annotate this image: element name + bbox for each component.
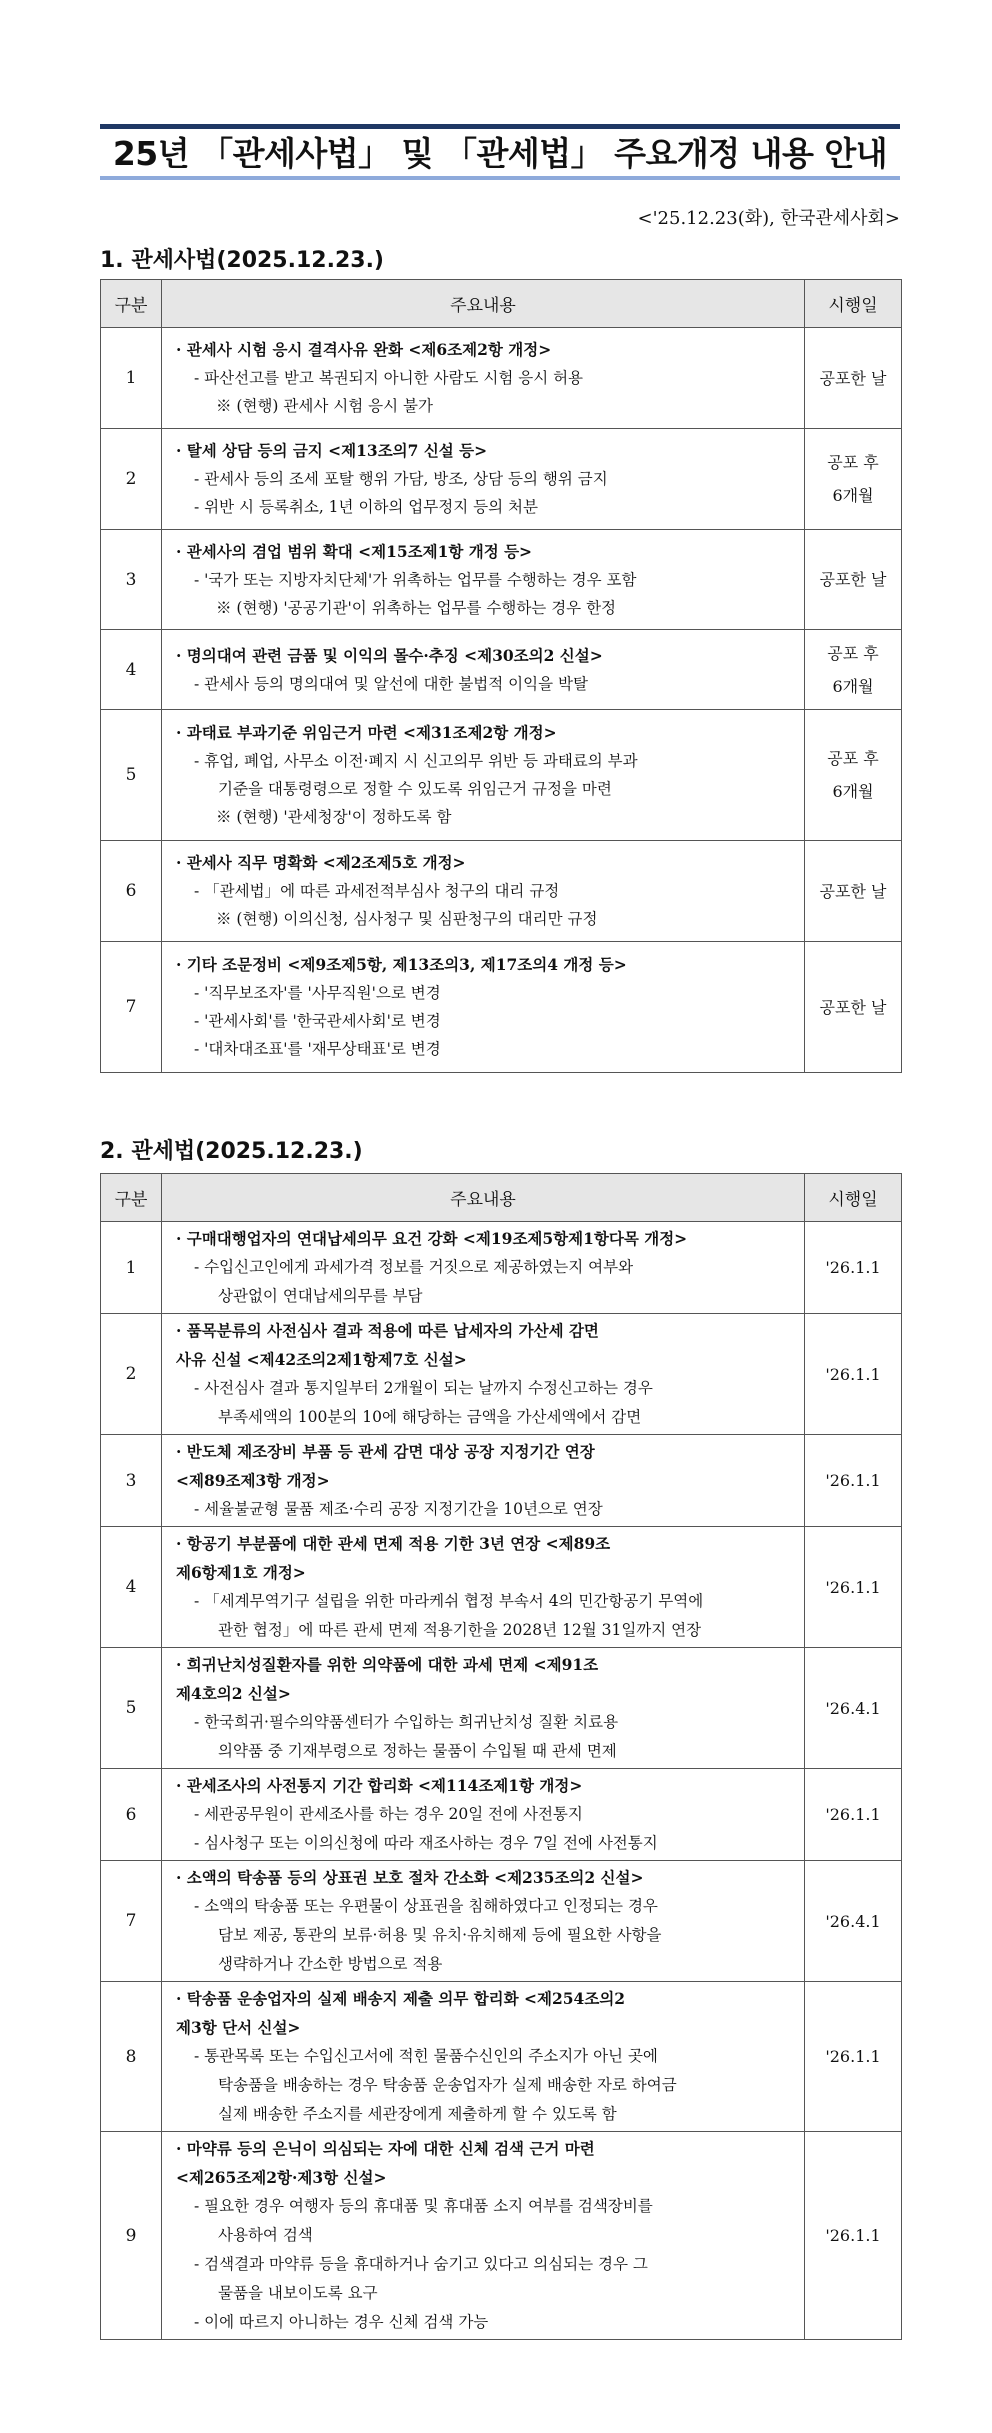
row-number: 2 xyxy=(101,429,162,530)
effective-date xyxy=(805,1314,902,1435)
title-bottom-rule xyxy=(100,176,900,180)
amendment-detail: - 관세사 등의 명의대여 및 알선에 대한 불법적 이익을 박탈 xyxy=(194,674,588,693)
row-number: 3 xyxy=(101,530,162,630)
effective-date xyxy=(805,942,902,1073)
amendment-detail: - '직무보조자'를 '사무직원'으로 변경 xyxy=(194,984,441,1002)
table-row xyxy=(101,710,902,841)
amendment-detail: - 관세사 등의 조세 포탈 행위 가담, 방조, 상담 등의 행위 금지 xyxy=(194,470,608,488)
amendment-detail: - '대차대조표'를 '재무상태표'로 변경 xyxy=(194,1040,441,1058)
amendment-detail: - 수입신고인에게 과세가격 정보를 거짓으로 제공하였는지 여부와 xyxy=(194,1258,634,1276)
amendment-title: 사유 신설 <제42조의2제1항제7호 신설> xyxy=(176,1350,467,1369)
page-title: 25년 「관세사법」 및 「관세법」 주요개정 내용 안내 xyxy=(112,134,888,173)
amendment-title: <제89조제3항 개정> xyxy=(176,1471,330,1490)
row-content xyxy=(162,328,805,429)
effective-date-line: '26.1.1 xyxy=(825,1805,881,1824)
amendment-title: · 반도체 제조장비 부품 등 관세 감면 대상 공장 지정기간 연장 xyxy=(176,1442,595,1461)
amendment-detail: - '국가 또는 지방자치단체'가 위촉하는 업무를 수행하는 경우 포함 xyxy=(194,570,637,589)
column-header-category: 구분 xyxy=(101,280,162,328)
amendment-title: · 기타 조문정비 <제9조제5항, 제13조의3, 제17조의4 개정 등> xyxy=(176,955,627,974)
amendment-title: · 관세조사의 사전통지 기간 합리화 <제114조제1항 개정> xyxy=(176,1776,583,1795)
row-content xyxy=(162,1527,805,1648)
row-content xyxy=(162,1769,805,1861)
column-header-effective-date: 시행일 xyxy=(805,1174,902,1222)
effective-date-line: '26.1.1 xyxy=(825,1577,881,1597)
amendment-detail: - 소액의 탁송품 또는 우편물이 상표권을 침해하였다고 인정되는 경우 xyxy=(194,1897,658,1915)
table-header-row xyxy=(101,1174,902,1222)
customs-broker-act-table xyxy=(100,279,902,1073)
amendment-detail: 담보 제공, 통관의 보류·허용 및 유치·유치해제 등에 필요한 사항을 xyxy=(218,1926,662,1944)
column-header-content: 주요내용 xyxy=(162,280,805,328)
date-line: <'25.12.23(화), 한국관세사회> xyxy=(637,208,900,229)
amendment-title: · 희귀난치성질환자를 위한 의약품에 대한 과세 면제 <제91조 xyxy=(176,1655,599,1674)
amendment-title: · 탁송품 운송업자의 실제 배송지 제출 의무 합리화 <제254조의2 xyxy=(176,1989,626,2008)
effective-date-line: 6개월 xyxy=(832,676,874,696)
amendment-title: · 관세사 시험 응시 결격사유 완화 <제6조제2항 개정> xyxy=(176,340,552,359)
effective-date-line: '26.1.1 xyxy=(825,1258,881,1277)
amendment-title: · 품목분류의 사전심사 결과 적용에 따른 납세자의 가산세 감면 xyxy=(176,1321,599,1340)
effective-date xyxy=(805,1861,902,1982)
amendment-title: · 관세사 직무 명확화 <제2조제5호 개정> xyxy=(176,853,466,872)
effective-date-line: 공포한 날 xyxy=(819,570,887,589)
effective-date-line: '26.4.1 xyxy=(825,1911,881,1931)
row-content xyxy=(162,1982,805,2132)
amendment-title: · 소액의 탁송품 등의 상표권 보호 절차 간소화 <제235조의2 신설> xyxy=(176,1868,644,1887)
amendment-detail: - 이에 따르지 아니하는 경우 신체 검색 가능 xyxy=(194,2313,489,2331)
amendment-detail: 탁송품을 배송하는 경우 탁송품 운송업자가 실제 배송한 자로 하여금 xyxy=(218,2076,677,2094)
table-row xyxy=(101,1435,902,1527)
row-content xyxy=(162,841,805,942)
amendment-detail: 관한 협정」에 따른 관세 면제 적용기한을 2028년 12월 31일까지 연장 xyxy=(218,1621,702,1639)
amendment-detail: 기준을 대통령령으로 정할 수 있도록 위임근거 규정을 마련 xyxy=(218,780,612,798)
row-number: 1 xyxy=(101,1222,162,1314)
amendment-detail: 부족세액의 100분의 10에 해당하는 금액을 가산세액에서 감면 xyxy=(218,1408,642,1426)
effective-date-line: 공포 후 xyxy=(827,453,879,472)
amendment-detail: - 심사청구 또는 이의신청에 따라 재조사하는 경우 7일 전에 사전통지 xyxy=(194,1834,658,1852)
amendment-detail: 생략하거나 간소한 방법으로 적용 xyxy=(218,1955,443,1973)
table-row xyxy=(101,942,902,1073)
table-row xyxy=(101,630,902,710)
effective-date xyxy=(805,1222,902,1314)
amendment-title: · 마약류 등의 은닉이 의심되는 자에 대한 신체 검색 근거 마련 xyxy=(176,2139,595,2158)
amendment-detail: 상관없이 연대납세의무를 부담 xyxy=(218,1287,423,1305)
table-row xyxy=(101,1527,902,1648)
table-row xyxy=(101,1861,902,1982)
customs-act-table xyxy=(100,1173,902,2340)
effective-date xyxy=(805,710,902,841)
amendment-title: <제265조제2항·제3항 신설> xyxy=(176,2168,387,2187)
effective-date xyxy=(805,328,902,429)
effective-date xyxy=(805,630,902,710)
amendment-detail: 실제 배송한 주소지를 세관장에게 제출하게 할 수 있도록 함 xyxy=(218,2105,617,2123)
row-number: 2 xyxy=(101,1314,162,1435)
row-number: 3 xyxy=(101,1435,162,1527)
amendment-title: · 관세사의 겸업 범위 확대 <제15조제1항 개정 등> xyxy=(176,541,533,561)
effective-date-line: 공포한 날 xyxy=(819,881,887,901)
table-row xyxy=(101,530,902,630)
table-row xyxy=(101,2132,902,2340)
amendment-detail: - 위반 시 등록취소, 1년 이하의 업무정지 등의 처분 xyxy=(194,498,538,516)
row-number: 6 xyxy=(101,841,162,942)
title-top-rule xyxy=(100,124,900,129)
table-row xyxy=(101,429,902,530)
table-row xyxy=(101,1769,902,1861)
effective-date-line: '26.1.1 xyxy=(825,2226,881,2245)
amendment-detail: 사용하여 검색 xyxy=(218,2226,313,2244)
amendment-title: · 구매대행업자의 연대납세의무 요건 강화 <제19조제5항제1항다목 개정> xyxy=(176,1229,688,1248)
effective-date-line: '26.1.1 xyxy=(825,1471,881,1490)
effective-date-line: 공포 후 xyxy=(827,749,879,768)
effective-date xyxy=(805,1435,902,1527)
column-header-effective-date: 시행일 xyxy=(805,280,902,328)
amendment-detail: - 통관목록 또는 수입신고서에 적힌 물품수신인의 주소지가 아닌 곳에 xyxy=(194,2047,658,2065)
effective-date xyxy=(805,1648,902,1769)
effective-date xyxy=(805,1769,902,1861)
amendment-title: 제6항제1호 개정> xyxy=(176,1563,306,1582)
row-number: 5 xyxy=(101,1648,162,1769)
amendment-detail: - 한국희귀·필수의약품센터가 수입하는 희귀난치성 질환 치료용 xyxy=(194,1713,619,1731)
table-row xyxy=(101,328,902,429)
amendment-detail: - 「세계무역기구 설립을 위한 마라케쉬 협정 부속서 4의 민간항공기 무역에 xyxy=(194,1592,704,1610)
effective-date xyxy=(805,2132,902,2340)
amendment-detail: - 사전심사 결과 통지일부터 2개월이 되는 날까지 수정신고하는 경우 xyxy=(194,1379,653,1397)
amendment-detail: - '관세사회'를 '한국관세사회'로 변경 xyxy=(194,1012,441,1030)
current-law-note: ※ (현행) '공공기관'이 위촉하는 업무를 수행하는 경우 한정 xyxy=(216,598,617,617)
amendment-detail: 의약품 중 기재부령으로 정하는 물품이 수입될 때 관세 면제 xyxy=(218,1742,617,1760)
current-law-note: ※ (현행) '관세청장'이 정하도록 함 xyxy=(216,808,452,826)
amendment-detail: - 「관세법」에 따른 과세전적부심사 청구의 대리 규정 xyxy=(194,882,560,900)
row-content xyxy=(162,1222,805,1314)
effective-date-line: '26.4.1 xyxy=(825,1698,881,1718)
effective-date xyxy=(805,1982,902,2132)
effective-date-line: 6개월 xyxy=(832,486,874,505)
row-content xyxy=(162,710,805,841)
amendment-detail: 물품을 내보이도록 요구 xyxy=(218,2284,378,2302)
amendment-detail: - 필요한 경우 여행자 등의 휴대품 및 휴대품 소지 여부를 검색장비를 xyxy=(194,2197,653,2215)
effective-date-line: 6개월 xyxy=(832,782,874,801)
row-number: 4 xyxy=(101,630,162,710)
row-content xyxy=(162,1648,805,1769)
section2-heading: 2. 관세법(2025.12.23.) xyxy=(100,1139,363,1164)
amendment-title: · 명의대여 관련 금품 및 이익의 몰수·추징 <제30조의2 신설> xyxy=(176,645,603,665)
table-row xyxy=(101,1648,902,1769)
row-number: 5 xyxy=(101,710,162,841)
row-content xyxy=(162,429,805,530)
row-content xyxy=(162,1314,805,1435)
effective-date-line: 공포한 날 xyxy=(819,368,887,388)
row-number: 4 xyxy=(101,1527,162,1648)
amendment-title: 제3항 단서 신설> xyxy=(176,2018,301,2037)
effective-date-line: '26.1.1 xyxy=(825,2047,881,2066)
amendment-title: 제4호의2 신설> xyxy=(176,1684,291,1703)
current-law-note: ※ (현행) 관세사 시험 응시 불가 xyxy=(216,397,433,415)
table-row xyxy=(101,1314,902,1435)
section1-heading: 1. 관세사법(2025.12.23.) xyxy=(100,248,384,273)
row-content xyxy=(162,530,805,630)
amendment-title: · 탈세 상담 등의 금지 <제13조의7 신설 등> xyxy=(176,441,488,460)
table-row xyxy=(101,841,902,942)
row-content xyxy=(162,1435,805,1527)
row-number: 7 xyxy=(101,942,162,1073)
effective-date-line: 공포한 날 xyxy=(819,997,887,1017)
amendment-detail: - 파산선고를 받고 복권되지 아니한 사람도 시험 응시 허용 xyxy=(194,369,584,387)
row-number: 9 xyxy=(101,2132,162,2340)
amendment-detail: - 세율불균형 물품 제조·수리 공장 지정기간을 10년으로 연장 xyxy=(194,1500,603,1518)
column-header-content: 주요내용 xyxy=(162,1174,805,1222)
effective-date-line: '26.1.1 xyxy=(825,1364,881,1384)
effective-date xyxy=(805,530,902,630)
effective-date xyxy=(805,841,902,942)
row-number: 8 xyxy=(101,1982,162,2132)
amendment-title: · 항공기 부분품에 대한 관세 면제 적용 기한 3년 연장 <제89조 xyxy=(176,1534,611,1553)
table-header-row xyxy=(101,280,902,328)
row-content xyxy=(162,630,805,710)
row-content xyxy=(162,2132,805,2340)
row-number: 7 xyxy=(101,1861,162,1982)
effective-date xyxy=(805,1527,902,1648)
table-row xyxy=(101,1982,902,2132)
row-number: 6 xyxy=(101,1769,162,1861)
column-header-category: 구분 xyxy=(101,1174,162,1222)
table-row xyxy=(101,1222,902,1314)
amendment-detail: - 휴업, 폐업, 사무소 이전·폐지 시 신고의무 위반 등 과태료의 부과 xyxy=(194,752,638,770)
amendment-title: · 과태료 부과기준 위임근거 마련 <제31조제2항 개정> xyxy=(176,723,557,742)
row-number: 1 xyxy=(101,328,162,429)
effective-date xyxy=(805,429,902,530)
row-content xyxy=(162,942,805,1073)
row-content xyxy=(162,1861,805,1982)
current-law-note: ※ (현행) 이의신청, 심사청구 및 심판청구의 대리만 규정 xyxy=(216,910,598,928)
effective-date-line: 공포 후 xyxy=(827,643,879,663)
amendment-detail: - 세관공무원이 관세조사를 하는 경우 20일 전에 사전통지 xyxy=(194,1805,583,1823)
amendment-detail: - 검색결과 마약류 등을 휴대하거나 숨기고 있다고 의심되는 경우 그 xyxy=(194,2255,648,2273)
